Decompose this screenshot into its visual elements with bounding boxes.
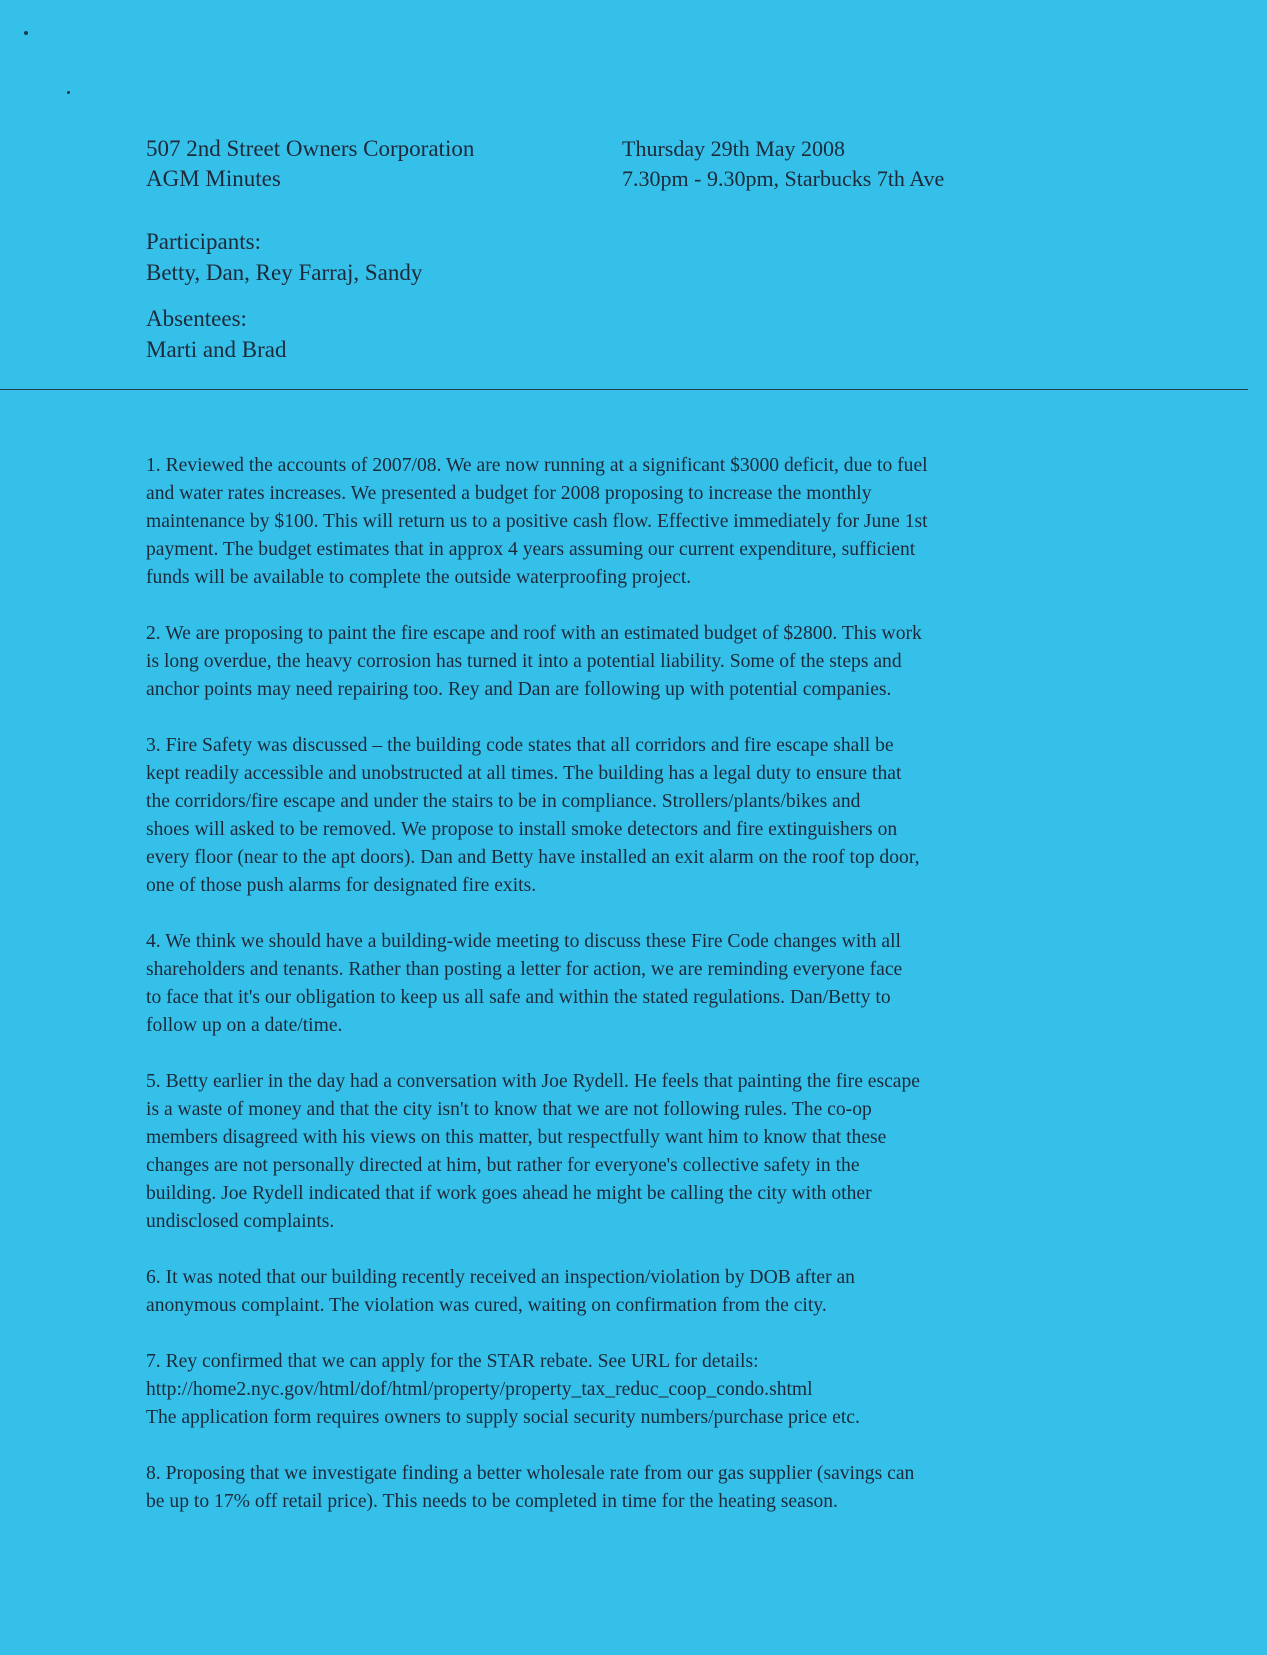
minute-line: members disagreed with his views on this matter, but respectfully want him to know that these <box>146 1127 887 1148</box>
scan-speck <box>24 31 28 35</box>
minute-line: to face that it's our obligation to keep us all safe and within the stated regulations. Dan/Betty to <box>146 987 891 1008</box>
organization-name: 507 2nd Street Owners Corporation <box>146 136 475 161</box>
absentees-names: Marti and Brad <box>146 337 287 362</box>
minute-item <box>146 1264 1131 1320</box>
minute-line: and water rates increases. We presented a budget for 2008 proposing to increase the monthly <box>146 483 872 504</box>
minute-item <box>146 928 1131 1040</box>
minute-item <box>146 732 1131 900</box>
minute-item <box>146 1068 1131 1236</box>
minute-item <box>146 452 1131 592</box>
meeting-date: Thursday 29th May 2008 <box>622 136 846 161</box>
minute-item <box>146 1460 1131 1516</box>
participants-names: Betty, Dan, Rey Farraj, Sandy <box>146 260 423 285</box>
minute-line: every floor (near to the apt doors). Dan and Betty have installed an exit alarm on the roof top door, <box>146 847 920 868</box>
document-title: AGM Minutes <box>146 166 281 191</box>
minute-line: anchor points may need repairing too. Rey and Dan are following up with potential companies. <box>146 679 892 700</box>
minute-line: 5. Betty earlier in the day had a conversation with Joe Rydell. He feels that painting the fire escape <box>146 1071 920 1092</box>
minute-line: building. Joe Rydell indicated that if work goes ahead he might be calling the city with other <box>146 1183 872 1204</box>
scan-speck <box>67 91 70 94</box>
minute-line: payment. The budget estimates that in approx 4 years assuming our current expenditure, sufficient <box>146 539 916 560</box>
minute-line: follow up on a date/time. <box>146 1015 343 1036</box>
header-left <box>146 134 606 194</box>
header-divider <box>0 389 1248 390</box>
minute-line: one of those push alarms for designated fire exits. <box>146 875 537 896</box>
minute-line: http://home2.nyc.gov/html/dof/html/property/property_tax_reduc_coop_condo.shtml <box>146 1379 813 1400</box>
minute-line: 3. Fire Safety was discussed – the building code states that all corridors and fire escape shall be <box>146 735 894 756</box>
minute-line: 7. Rey confirmed that we can apply for the STAR rebate. See URL for details: <box>146 1351 759 1372</box>
participants-label: Participants: <box>146 229 261 254</box>
minute-line: anonymous complaint. The violation was cured, waiting on confirmation from the city. <box>146 1295 827 1316</box>
absentees-block <box>146 303 706 365</box>
minute-line: is a waste of money and that the city isn't to know that we are not following rules. The co-op <box>146 1099 872 1120</box>
minute-line: The application form requires owners to supply social security numbers/purchase price etc. <box>146 1407 860 1428</box>
absentees-label: Absentees: <box>146 306 247 331</box>
minute-line: is long overdue, the heavy corrosion has turned it into a potential liability. Some of the steps and <box>146 651 902 672</box>
meeting-time-place: 7.30pm - 9.30pm, Starbucks 7th Ave <box>622 166 945 191</box>
minute-line: kept readily accessible and unobstructed at all times. The building has a legal duty to ensure that <box>146 763 902 784</box>
header-right <box>622 134 1182 194</box>
minute-line: undisclosed complaints. <box>146 1211 335 1232</box>
minute-line: 8. Proposing that we investigate finding a better wholesale rate from our gas supplier (savings can <box>146 1463 915 1484</box>
participants-block <box>146 226 706 288</box>
minute-line: 1. Reviewed the accounts of 2007/08. We are now running at a significant $3000 deficit, due to fuel <box>146 455 928 476</box>
minute-line: be up to 17% off retail price). This needs to be completed in time for the heating season. <box>146 1491 838 1512</box>
minutes-list <box>146 452 1131 1544</box>
minute-line: maintenance by $100. This will return us to a positive cash flow. Effective immediately for June 1st <box>146 511 928 532</box>
minute-item <box>146 1348 1131 1432</box>
minute-item <box>146 620 1131 704</box>
minute-line: 2. We are proposing to paint the fire escape and roof with an estimated budget of $2800. This work <box>146 623 922 644</box>
minute-line: shareholders and tenants. Rather than posting a letter for action, we are reminding everyone face <box>146 959 903 980</box>
minute-line: 6. It was noted that our building recently received an inspection/violation by DOB after an <box>146 1267 855 1288</box>
minute-line: the corridors/fire escape and under the stairs to be in compliance. Strollers/plants/bikes and <box>146 791 861 812</box>
minute-line: funds will be available to complete the outside waterproofing project. <box>146 567 692 588</box>
minute-line: changes are not personally directed at him, but rather for everyone's collective safety in the <box>146 1155 860 1176</box>
minute-line: 4. We think we should have a building-wide meeting to discuss these Fire Code changes with all <box>146 931 901 952</box>
minute-line: shoes will asked to be removed. We propose to install smoke detectors and fire extinguishers on <box>146 819 898 840</box>
